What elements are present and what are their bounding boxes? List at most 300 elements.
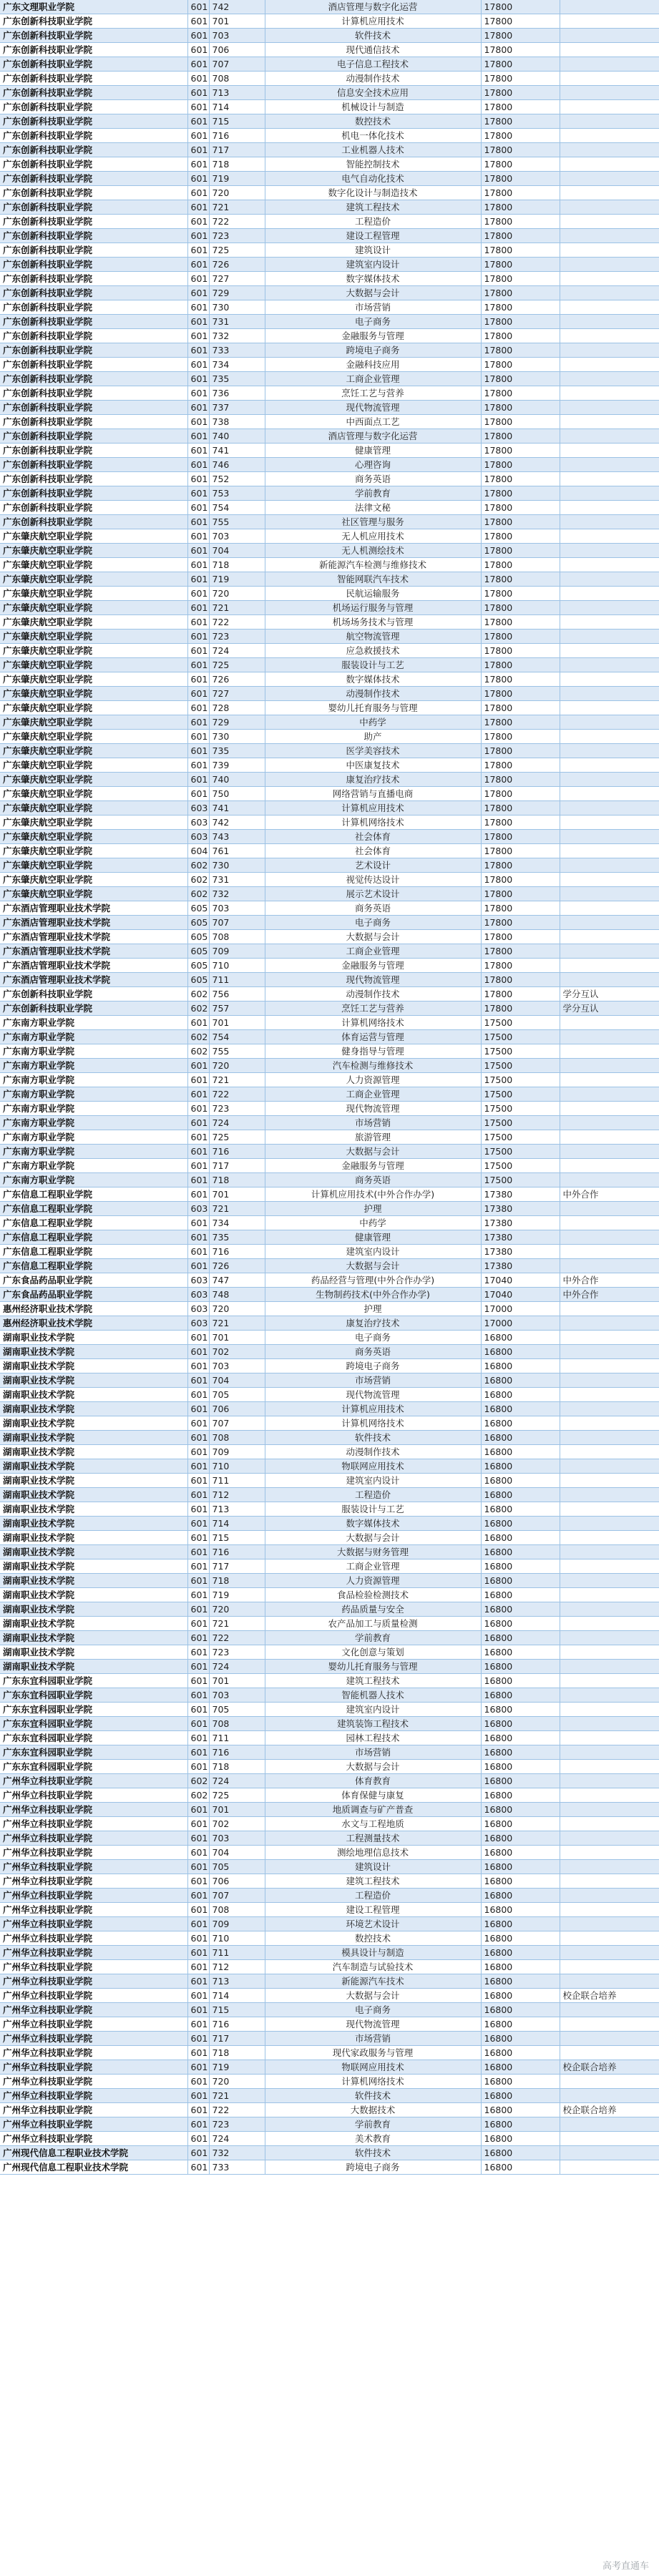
- note-cell: [560, 1044, 659, 1059]
- major-name-cell: 大数据技术: [265, 2103, 481, 2117]
- tuition-cell: 17380: [481, 1202, 560, 1216]
- batch-code-cell: 602: [187, 1774, 209, 1788]
- major-code-cell: 704: [209, 1373, 265, 1388]
- batch-code-cell: 601: [187, 715, 209, 730]
- major-name-cell: 电子商务: [265, 916, 481, 930]
- tuition-cell: 17800: [481, 372, 560, 386]
- tuition-cell: 17800: [481, 0, 560, 14]
- school-name-cell: 广州华立科技职业学院: [0, 1917, 187, 1931]
- table-row: [0, 544, 659, 558]
- tuition-cell: 16800: [481, 1445, 560, 1459]
- note-cell: [560, 215, 659, 229]
- major-code-cell: 705: [209, 1388, 265, 1402]
- table-row: [0, 1016, 659, 1030]
- batch-code-cell: 601: [187, 215, 209, 229]
- table-row: [0, 1488, 659, 1502]
- major-name-cell: 机械设计与制造: [265, 100, 481, 114]
- tuition-cell: 17380: [481, 1187, 560, 1202]
- school-name-cell: 广州华立科技职业学院: [0, 2117, 187, 2132]
- major-code-cell: 714: [209, 1517, 265, 1531]
- table-row: [0, 1903, 659, 1917]
- table-row: [0, 1846, 659, 1860]
- batch-code-cell: 601: [187, 186, 209, 200]
- tuition-cell: 17800: [481, 658, 560, 672]
- school-name-cell: 广东东宜科园职业学院: [0, 1674, 187, 1688]
- table-row: [0, 644, 659, 658]
- school-name-cell: 广东创新科技职业学院: [0, 243, 187, 258]
- tuition-cell: 16800: [481, 1703, 560, 1717]
- batch-code-cell: 603: [187, 1302, 209, 1316]
- school-name-cell: 广东肇庆航空职业学院: [0, 801, 187, 816]
- note-cell: [560, 1674, 659, 1688]
- tuition-cell: 17800: [481, 215, 560, 229]
- note-cell: [560, 29, 659, 43]
- major-code-cell: 736: [209, 386, 265, 401]
- school-name-cell: 广东南方职业学院: [0, 1059, 187, 1073]
- major-code-cell: 704: [209, 1846, 265, 1860]
- batch-code-cell: 601: [187, 1159, 209, 1173]
- major-name-cell: 建筑室内设计: [265, 258, 481, 272]
- major-code-cell: 701: [209, 1674, 265, 1688]
- major-name-cell: 信息安全技术应用: [265, 86, 481, 100]
- tuition-cell: 17800: [481, 86, 560, 100]
- school-name-cell: 广东创新科技职业学院: [0, 14, 187, 29]
- major-code-cell: 724: [209, 644, 265, 658]
- school-name-cell: 广东酒店管理职业技术学院: [0, 973, 187, 987]
- major-code-cell: 731: [209, 873, 265, 887]
- note-cell: [560, 286, 659, 300]
- table-row: [0, 844, 659, 858]
- major-name-cell: 商务英语: [265, 1345, 481, 1359]
- school-name-cell: 湖南职业技术学院: [0, 1602, 187, 1617]
- note-cell: [560, 14, 659, 29]
- tuition-cell: 17800: [481, 329, 560, 343]
- school-name-cell: 广东创新科技职业学院: [0, 415, 187, 429]
- tuition-cell: 16800: [481, 1760, 560, 1774]
- table-row: [0, 658, 659, 672]
- school-name-cell: 广州现代信息工程职业技术学院: [0, 2160, 187, 2175]
- table-row: [0, 1688, 659, 1703]
- note-cell: [560, 1030, 659, 1044]
- major-code-cell: 718: [209, 558, 265, 572]
- batch-code-cell: 601: [187, 315, 209, 329]
- major-code-cell: 730: [209, 300, 265, 315]
- tuition-cell: 17800: [481, 816, 560, 830]
- school-name-cell: 广东肇庆航空职业学院: [0, 630, 187, 644]
- major-name-cell: 计算机网络技术: [265, 1416, 481, 1431]
- major-name-cell: 美术教育: [265, 2132, 481, 2146]
- major-name-cell: 软件技术: [265, 2089, 481, 2103]
- batch-code-cell: 601: [187, 1674, 209, 1688]
- school-name-cell: 湖南职业技术学院: [0, 1331, 187, 1345]
- batch-code-cell: 601: [187, 1831, 209, 1846]
- batch-code-cell: 605: [187, 944, 209, 959]
- major-name-cell: 建筑装饰工程技术: [265, 1717, 481, 1731]
- major-code-cell: 723: [209, 1102, 265, 1116]
- table-row: [0, 715, 659, 730]
- table-row: [0, 672, 659, 687]
- major-code-cell: 707: [209, 57, 265, 72]
- school-name-cell: 惠州经济职业技术学院: [0, 1302, 187, 1316]
- school-name-cell: 广东创新科技职业学院: [0, 72, 187, 86]
- note-cell: [560, 2032, 659, 2046]
- major-code-cell: 737: [209, 401, 265, 415]
- school-name-cell: 广东酒店管理职业技术学院: [0, 944, 187, 959]
- tuition-cell: 17800: [481, 458, 560, 472]
- note-cell: [560, 243, 659, 258]
- school-name-cell: 广州华立科技职业学院: [0, 2046, 187, 2060]
- major-code-cell: 716: [209, 2017, 265, 2032]
- table-row: [0, 1373, 659, 1388]
- school-name-cell: 广州华立科技职业学院: [0, 1946, 187, 1960]
- batch-code-cell: 601: [187, 286, 209, 300]
- major-code-cell: 725: [209, 243, 265, 258]
- table-row: [0, 157, 659, 172]
- batch-code-cell: 601: [187, 587, 209, 601]
- school-name-cell: 广东创新科技职业学院: [0, 358, 187, 372]
- table-row: [0, 186, 659, 200]
- school-name-cell: 湖南职业技术学院: [0, 1588, 187, 1602]
- batch-code-cell: 601: [187, 1703, 209, 1717]
- major-code-cell: 713: [209, 86, 265, 100]
- major-name-cell: 数字媒体技术: [265, 672, 481, 687]
- major-code-cell: 727: [209, 687, 265, 701]
- tuition-cell: 17500: [481, 1173, 560, 1187]
- major-code-cell: 720: [209, 1059, 265, 1073]
- note-cell: [560, 687, 659, 701]
- note-cell: [560, 758, 659, 773]
- major-name-cell: 烹饪工艺与营养: [265, 386, 481, 401]
- tuition-cell: 16800: [481, 1617, 560, 1631]
- school-name-cell: 广东创新科技职业学院: [0, 429, 187, 444]
- school-name-cell: 广东创新科技职业学院: [0, 486, 187, 501]
- major-code-cell: 726: [209, 672, 265, 687]
- batch-code-cell: 601: [187, 1946, 209, 1960]
- major-name-cell: 数控技术: [265, 1931, 481, 1946]
- note-cell: [560, 1917, 659, 1931]
- major-name-cell: 现代物流管理: [265, 2017, 481, 2032]
- batch-code-cell: 601: [187, 458, 209, 472]
- major-code-cell: 738: [209, 415, 265, 429]
- major-name-cell: 法律文秘: [265, 501, 481, 515]
- note-cell: [560, 401, 659, 415]
- note-cell: [560, 844, 659, 858]
- batch-code-cell: 601: [187, 2075, 209, 2089]
- major-name-cell: 智能机器人技术: [265, 1688, 481, 1703]
- school-name-cell: 广东创新科技职业学院: [0, 29, 187, 43]
- note-cell: [560, 858, 659, 873]
- note-cell: [560, 1316, 659, 1331]
- table-row: [0, 2017, 659, 2032]
- major-code-cell: 718: [209, 1760, 265, 1774]
- tuition-cell: 17800: [481, 844, 560, 858]
- table-row: [0, 2032, 659, 2046]
- note-cell: [560, 873, 659, 887]
- batch-code-cell: 601: [187, 644, 209, 658]
- school-name-cell: 广东肇庆航空职业学院: [0, 773, 187, 787]
- batch-code-cell: 601: [187, 601, 209, 615]
- tuition-cell: 16800: [481, 1517, 560, 1531]
- table-row: [0, 1774, 659, 1788]
- table-row: [0, 1660, 659, 1674]
- school-name-cell: 广东信息工程职业学院: [0, 1245, 187, 1259]
- tuition-cell: 17800: [481, 587, 560, 601]
- tuition-cell: 16800: [481, 1545, 560, 1559]
- note-cell: [560, 801, 659, 816]
- tuition-cell: 17800: [481, 529, 560, 544]
- major-code-cell: 729: [209, 715, 265, 730]
- major-code-cell: 720: [209, 587, 265, 601]
- major-name-cell: 金融服务与管理: [265, 959, 481, 973]
- major-code-cell: 727: [209, 272, 265, 286]
- note-cell: [560, 1645, 659, 1660]
- table-row: [0, 486, 659, 501]
- major-name-cell: 市场营销: [265, 1116, 481, 1130]
- tuition-cell: 17800: [481, 157, 560, 172]
- tuition-cell: 17800: [481, 415, 560, 429]
- school-name-cell: 湖南职业技术学院: [0, 1359, 187, 1373]
- note-cell: [560, 186, 659, 200]
- table-row: [0, 587, 659, 601]
- school-name-cell: 湖南职业技术学院: [0, 1431, 187, 1445]
- table-row: [0, 14, 659, 29]
- major-code-cell: 713: [209, 1974, 265, 1989]
- batch-code-cell: 601: [187, 343, 209, 358]
- tuition-cell: 16800: [481, 1874, 560, 1889]
- tuition-cell: 17800: [481, 100, 560, 114]
- table-row: [0, 2132, 659, 2146]
- batch-code-cell: 601: [187, 429, 209, 444]
- table-row: [0, 1531, 659, 1545]
- batch-code-cell: 601: [187, 1230, 209, 1245]
- batch-code-cell: 601: [187, 1874, 209, 1889]
- major-name-cell: 汽车制造与试验技术: [265, 1960, 481, 1974]
- batch-code-cell: 601: [187, 1431, 209, 1445]
- tuition-cell: 17800: [481, 129, 560, 143]
- major-code-cell: 735: [209, 1230, 265, 1245]
- batch-code-cell: 602: [187, 858, 209, 873]
- major-code-cell: 711: [209, 1731, 265, 1745]
- school-name-cell: 广东东宜科园职业学院: [0, 1717, 187, 1731]
- batch-code-cell: 602: [187, 987, 209, 1001]
- tuition-cell: 16800: [481, 2017, 560, 2032]
- tuition-cell: 17500: [481, 1102, 560, 1116]
- tuition-cell: 17800: [481, 14, 560, 29]
- note-cell: [560, 1588, 659, 1602]
- school-name-cell: 湖南职业技术学院: [0, 1373, 187, 1388]
- batch-code-cell: 601: [187, 1373, 209, 1388]
- tuition-cell: 17800: [481, 57, 560, 72]
- batch-code-cell: 601: [187, 300, 209, 315]
- batch-code-cell: 601: [187, 687, 209, 701]
- major-code-cell: 708: [209, 72, 265, 86]
- batch-code-cell: 603: [187, 816, 209, 830]
- major-code-cell: 748: [209, 1288, 265, 1302]
- tuition-cell: 16800: [481, 2046, 560, 2060]
- table-row: [0, 830, 659, 844]
- batch-code-cell: 601: [187, 1488, 209, 1502]
- tuition-cell: 17500: [481, 1130, 560, 1145]
- major-name-cell: 康复治疗技术: [265, 1316, 481, 1331]
- school-name-cell: 湖南职业技术学院: [0, 1459, 187, 1474]
- note-cell: [560, 1760, 659, 1774]
- school-name-cell: 广东肇庆航空职业学院: [0, 730, 187, 744]
- school-name-cell: 湖南职业技术学院: [0, 1345, 187, 1359]
- school-name-cell: 广东肇庆航空职业学院: [0, 816, 187, 830]
- batch-code-cell: 601: [187, 157, 209, 172]
- table-row: [0, 315, 659, 329]
- batch-code-cell: 601: [187, 29, 209, 43]
- major-code-cell: 741: [209, 801, 265, 816]
- major-code-cell: 711: [209, 973, 265, 987]
- school-name-cell: 广东创新科技职业学院: [0, 458, 187, 472]
- table-row: [0, 0, 659, 14]
- school-name-cell: 广东东宜科园职业学院: [0, 1703, 187, 1717]
- note-cell: [560, 1860, 659, 1874]
- major-code-cell: 731: [209, 315, 265, 329]
- school-name-cell: 广州华立科技职业学院: [0, 1960, 187, 1974]
- tuition-cell: 17800: [481, 887, 560, 901]
- batch-code-cell: 601: [187, 2032, 209, 2046]
- major-code-cell: 714: [209, 1989, 265, 2003]
- tuition-cell: 17800: [481, 558, 560, 572]
- major-code-cell: 724: [209, 2132, 265, 2146]
- batch-code-cell: 601: [187, 1517, 209, 1531]
- batch-code-cell: 603: [187, 1316, 209, 1331]
- major-name-cell: 体育保健与康复: [265, 1788, 481, 1803]
- table-row: [0, 100, 659, 114]
- table-row: [0, 1559, 659, 1574]
- table-row: [0, 114, 659, 129]
- batch-code-cell: 601: [187, 2046, 209, 2060]
- major-code-cell: 719: [209, 1588, 265, 1602]
- note-cell: [560, 1359, 659, 1373]
- major-name-cell: 婴幼儿托育服务与管理: [265, 701, 481, 715]
- school-name-cell: 广东创新科技职业学院: [0, 43, 187, 57]
- tuition-cell: 17800: [481, 744, 560, 758]
- tuition-cell: 16800: [481, 1745, 560, 1760]
- major-name-cell: 现代物流管理: [265, 973, 481, 987]
- school-name-cell: 广东创新科技职业学院: [0, 272, 187, 286]
- note-cell: [560, 2003, 659, 2017]
- major-code-cell: 730: [209, 858, 265, 873]
- note-cell: [560, 1445, 659, 1459]
- tuition-cell: 16800: [481, 2132, 560, 2146]
- batch-code-cell: 603: [187, 1202, 209, 1216]
- tuition-cell: 17800: [481, 272, 560, 286]
- tuition-cell: 17800: [481, 143, 560, 157]
- note-cell: [560, 1717, 659, 1731]
- tuition-cell: 17800: [481, 501, 560, 515]
- major-code-cell: 701: [209, 1187, 265, 1202]
- batch-code-cell: 601: [187, 1216, 209, 1230]
- tuition-cell: 17800: [481, 258, 560, 272]
- note-cell: [560, 100, 659, 114]
- table-row: [0, 1617, 659, 1631]
- school-name-cell: 广州华立科技职业学院: [0, 2075, 187, 2089]
- tuition-cell: 17000: [481, 1302, 560, 1316]
- major-code-cell: 755: [209, 515, 265, 529]
- tuition-cell: 16800: [481, 2160, 560, 2175]
- note-cell: [560, 501, 659, 515]
- note-cell: [560, 143, 659, 157]
- tuition-cell: 16800: [481, 1488, 560, 1502]
- table-row: [0, 1087, 659, 1102]
- note-cell: [560, 1974, 659, 1989]
- major-name-cell: 应急救援技术: [265, 644, 481, 658]
- table-row: [0, 1331, 659, 1345]
- school-name-cell: 广东肇庆航空职业学院: [0, 858, 187, 873]
- tuition-cell: 16800: [481, 1903, 560, 1917]
- school-name-cell: 广东肇庆航空职业学院: [0, 572, 187, 587]
- major-code-cell: 718: [209, 2046, 265, 2060]
- major-code-cell: 706: [209, 1874, 265, 1889]
- major-name-cell: 电子商务: [265, 2003, 481, 2017]
- batch-code-cell: 604: [187, 844, 209, 858]
- major-code-cell: 753: [209, 486, 265, 501]
- major-code-cell: 755: [209, 1044, 265, 1059]
- major-code-cell: 708: [209, 1431, 265, 1445]
- major-code-cell: 711: [209, 1946, 265, 1960]
- major-name-cell: 计算机网络技术: [265, 1016, 481, 1030]
- table-row: [0, 2160, 659, 2175]
- major-code-cell: 703: [209, 1831, 265, 1846]
- school-name-cell: 广东食品药品职业学院: [0, 1273, 187, 1288]
- major-name-cell: 健身指导与管理: [265, 1044, 481, 1059]
- school-name-cell: 广州华立科技职业学院: [0, 2003, 187, 2017]
- major-name-cell: 工程造价: [265, 215, 481, 229]
- table-row: [0, 1445, 659, 1459]
- major-name-cell: 建设工程管理: [265, 1903, 481, 1917]
- table-row: [0, 2146, 659, 2160]
- school-name-cell: 广东信息工程职业学院: [0, 1202, 187, 1216]
- batch-code-cell: 601: [187, 1688, 209, 1703]
- major-code-cell: 714: [209, 100, 265, 114]
- batch-code-cell: 601: [187, 572, 209, 587]
- school-name-cell: 广东南方职业学院: [0, 1087, 187, 1102]
- note-cell: [560, 615, 659, 630]
- school-name-cell: 湖南职业技术学院: [0, 1631, 187, 1645]
- table-row: [0, 444, 659, 458]
- major-name-cell: 学前教育: [265, 1631, 481, 1645]
- table-row: [0, 558, 659, 572]
- school-name-cell: 湖南职业技术学院: [0, 1502, 187, 1517]
- school-name-cell: 广东创新科技职业学院: [0, 444, 187, 458]
- major-code-cell: 718: [209, 1173, 265, 1187]
- note-cell: [560, 2117, 659, 2132]
- note-cell: [560, 630, 659, 644]
- note-cell: [560, 444, 659, 458]
- table-row: [0, 1989, 659, 2003]
- batch-code-cell: 601: [187, 229, 209, 243]
- major-name-cell: 水文与工程地质: [265, 1817, 481, 1831]
- table-row: [0, 1245, 659, 1259]
- table-row: [0, 1402, 659, 1416]
- tuition-cell: 16800: [481, 1846, 560, 1860]
- major-name-cell: 计算机网络技术: [265, 816, 481, 830]
- table-row: [0, 386, 659, 401]
- major-code-cell: 703: [209, 1688, 265, 1703]
- batch-code-cell: 601: [187, 2117, 209, 2132]
- table-row: [0, 172, 659, 186]
- watermark-text: 高考直通车: [602, 2561, 649, 2572]
- major-code-cell: 735: [209, 744, 265, 758]
- major-name-cell: 物联网应用技术: [265, 1459, 481, 1474]
- major-name-cell: 网络营销与直播电商: [265, 787, 481, 801]
- tuition-cell: 17800: [481, 916, 560, 930]
- note-cell: [560, 1688, 659, 1703]
- batch-code-cell: 601: [187, 615, 209, 630]
